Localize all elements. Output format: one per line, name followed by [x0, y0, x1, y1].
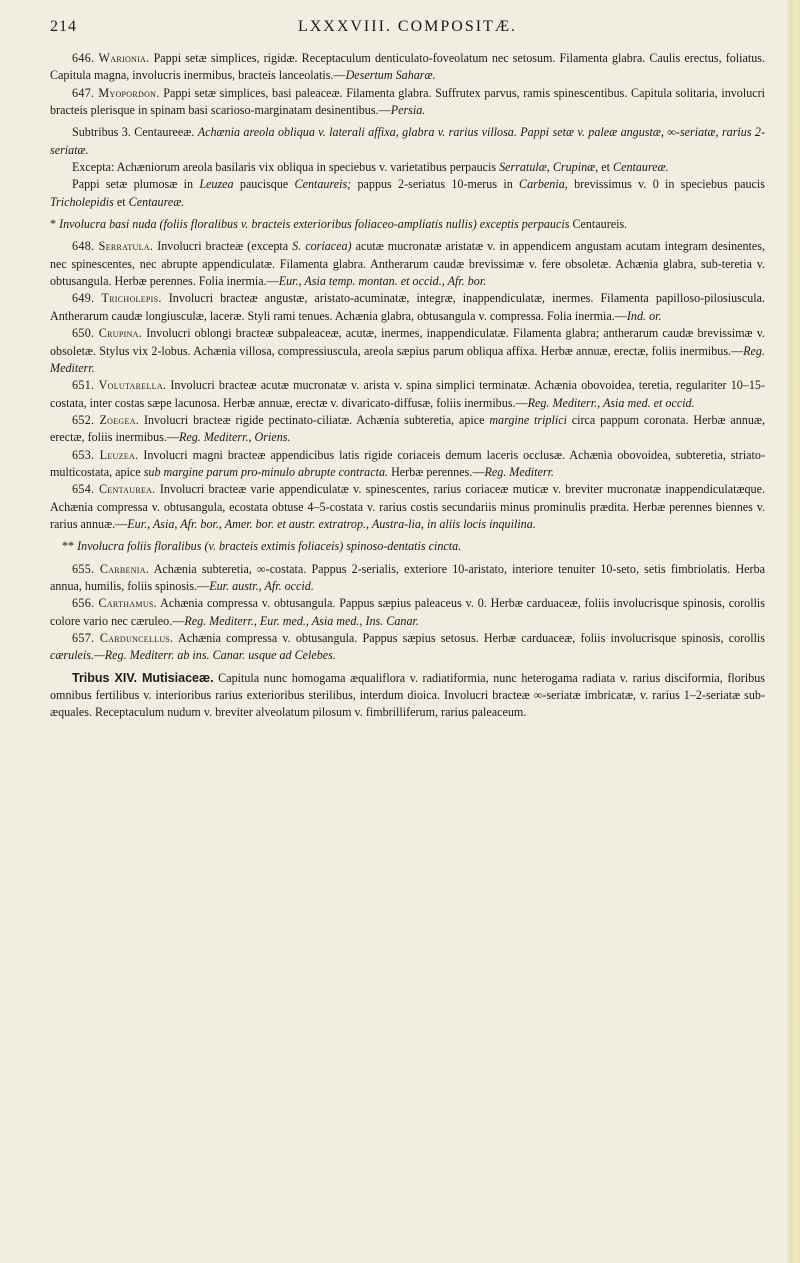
genus-name: 656. Carthamus.	[72, 596, 157, 611]
subtribe-note: Pappi setæ plumosæ in Leuzea paucisque Centaureis; pappus 2-seriatus 10-merus in Carbenia, brevissimus v. 0 in speciebus paucis Tricholepidis et Centaureæ.	[50, 177, 765, 209]
group-heading: ** Involucra foliis floralibus (v. bracteis extimis foliaceis) spinoso-dentatis cincta.	[62, 539, 462, 554]
genus-name: 655. Carbenia.	[72, 561, 150, 576]
genus-name: 654. Centaurea.	[72, 482, 156, 497]
genus-name: 650. Crupina.	[72, 326, 143, 341]
distribution: Reg. Mediterr., Oriens.	[178, 430, 291, 445]
page-body	[50, 50, 765, 722]
distribution: Desertum Saharæ.	[345, 68, 436, 83]
genus-name: 647. Myopordon.	[72, 85, 160, 100]
genus-entry: 647. Myopordon. Pappi setæ simplices, basi paleaceæ. Filamenta glabra. Suffrutex parvus, ramis spinescentibus. Capitula solitaria, involucri bracteis plerisque in spinam basi scarioso-marginatam desinentibus.—Persia.	[50, 85, 766, 118]
subtribe-heading: Subtribus 3. Centaureeæ. Achænia areola obliqua v. laterali affixa, glabra v. rarius villosa. Pappi setæ v. paleæ angustæ, ∞-seriatæ, rarius 2-seriatæ.	[50, 125, 766, 157]
genus-entry: 652. Zoegea. Involucri bracteæ rigide pectinato-ciliatæ. Achænia subteretia, apice margine triplici circa pappum coronata. Herbæ annuæ, erectæ, foliis inermibus.—Reg. Mediterr., Oriens.	[50, 412, 765, 445]
running-title: LXXXVIII. COMPOSITÆ.	[297, 18, 518, 35]
genus-entry: 648. Serratula. Involucri bracteæ (excepta S. coriacea) acutæ mucronatæ aristatæ v. in appendicem angustam acutam integram desinentes, nec spinescentes, nec abrupte appendiculatæ. Filamenta glabra. Antherarum caudæ brevissimæ v. fere obsoletæ. Achænia glabra, sub-teretia v. obtusangula. Herbæ perennes. Folia inermia.—Eur., Asia temp. montan. et occid., Afr. bor.	[50, 239, 765, 289]
genus-name: 653. Leuzea.	[72, 447, 139, 462]
genus-name: 646. Warionia.	[72, 51, 150, 65]
tribe-heading: Tribus XIV. Mutisiaceæ.	[72, 670, 214, 685]
subtribe-note: Excepta: Achæniorum areola basilaris vix obliqua in speciebus v. varietatibus perpaucis Serratulæ, Crupinæ, et Centaureæ.	[72, 160, 669, 175]
distribution: Reg. Mediterr., Eur. med., Asia med., Ins. Canar.	[184, 613, 419, 628]
genus-entry: 654. Centaurea. Involucri bracteæ varie appendiculatæ v. spinescentes, rarius coriaceæ muticæ v. breviter mucronatæ inappendiculatæque. Achænia compressa v. obtusangula, ecostata obtuse 4–5-costata v. rarius costis secundariis minus prominulis prædita. Herbæ perennes biennes v. rarius annuæ.—Eur., Asia, Afr. bor., Amer. bor. et austr. extratrop., Austra-lia, in aliis locis inquilina.	[50, 482, 765, 531]
genus-entry: 655. Carbenia. Achænia subteretia, ∞-costata. Pappus 2-serialis, exteriore 10-aristato, interiore tenuiter 10-seto, setis fimbriolatis. Herba annua, humilis, foliis spinosis.—Eur. austr., Afr. occid.	[50, 561, 765, 593]
distribution: Eur. austr., Afr. occid.	[209, 578, 314, 593]
genus-entry: 657. Carduncellus. Achænia compressa v. obtusangula. Pappus sæpius setosus. Herbæ carduaceæ, foliis involucrisque spinosis, corollis cæruleis.—Reg. Mediterr. ab ins. Canar. usque ad Celebes.	[50, 631, 765, 663]
genus-entry: 651. Volutarella. Involucri bracteæ acutæ mucronatæ v. arista v. spina simplici terminatæ. Achænia obovoidea, teretia, regulariter 10–15-costata, inter costas sæpe lacunosa. Herbæ annuæ, erectæ v. divaricato-diffusæ, foliis inermibus.—Reg. Mediterr., Asia med. et occid.	[50, 378, 765, 410]
genus-name: 652. Zoegea.	[72, 412, 140, 427]
page-number: 214	[50, 18, 77, 35]
distribution: Persia.	[390, 103, 426, 118]
genus-name: 651. Volutarella.	[72, 378, 167, 393]
genus-name: 657. Carduncellus.	[72, 631, 174, 645]
distribution: Eur., Asia temp. montan. et occid., Afr. bor.	[278, 274, 487, 289]
group-heading: * Involucra basi nuda (foliis floralibus v. bracteis exterioribus foliaceo-ampliatis nullis) exceptis perpaucis Centaureis.	[50, 217, 628, 232]
running-header	[50, 12, 765, 42]
page-edge	[786, 0, 800, 1263]
distribution: —Reg. Mediterr. ab ins. Canar. usque ad Celebes.	[94, 648, 336, 663]
genus-entry: 656. Carthamus. Achænia compressa v. obtusangula. Pappus sæpius paleaceus v. 0. Herbæ carduaceæ, foliis involucrisque spinosis, corollis colore vario nec cæruleo.—Reg. Mediterr., Eur. med., Asia med., Ins. Canar.	[50, 596, 765, 628]
genus-entry: 650. Crupina. Involucri oblongi bracteæ subpaleaceæ, acutæ, inermes, inappendiculatæ. Filamenta glabra; antherarum caudæ brevissimæ v. obsoletæ. Stylus vix 2-lobus. Achænia villosa, compressiuscula, areola sæpius parum obliqua affixa. Herbæ annuæ, erectæ, foliis inermibus.—Reg. Mediterr.	[50, 326, 765, 375]
genus-name: 649. Tricholepis.	[72, 291, 162, 306]
genus-name: 648. Serratula.	[72, 239, 154, 254]
genus-entry: 653. Leuzea. Involucri magni bracteæ appendicibus latis rigide coriaceis demum laceris occlusæ. Achænia obovoidea, subteretia, striato-multicostata, apice sub margine parum pro-minulo abrupte contracta. Herbæ perennes.—Reg. Mediterr.	[50, 447, 765, 479]
distribution: Reg. Mediterr., Asia med. et occid.	[527, 395, 695, 410]
page	[50, 12, 765, 722]
distribution: Reg. Mediterr.	[484, 464, 554, 479]
genus-entry: 646. Warionia. Pappi setæ simplices, rigidæ. Receptaculum denticulato-foveolatum nec setosum. Filamenta glabra. Caulis erectus, foliatus. Capitula magna, involucris inermibus, bracteis lanceolatis.—Desertum Saharæ.	[50, 51, 766, 83]
distribution: Ind. or.	[626, 308, 662, 323]
genus-entry: 649. Tricholepis. Involucri bracteæ angustæ, aristato-acuminatæ, integræ, inappendiculatæ, inermes. Filamenta papilloso-pilosiuscula. Antherarum caudæ longiusculæ, laceræ. Styli rami tenues. Achænia glabra, obtusangula v. compressa. Folia inermia.—Ind. or.	[50, 291, 765, 323]
distribution: Eur., Asia, Afr. bor., Amer. bor. et austr. extratrop., Austra-lia, in aliis locis inquilina.	[127, 516, 536, 531]
tribe-entry: Tribus XIV. Mutisiaceæ. Capitula nunc homogama æqualiflora v. radiatiformia, nunc heterogama radiata v. rarius disciformia, floribus omnibus fertilibus v. interioribus rarius exterioribus sterilibus, interdum dioica. Involucri bracteæ ∞-seriatæ imbricatæ, v. rarius 1–2-seriatæ sub-æquales. Receptaculum nudum v. breviter alveolatum pilosum v. fimbrilliferum, rarius paleaceum.	[50, 670, 765, 720]
distribution: Reg. Mediterr.	[50, 343, 765, 375]
